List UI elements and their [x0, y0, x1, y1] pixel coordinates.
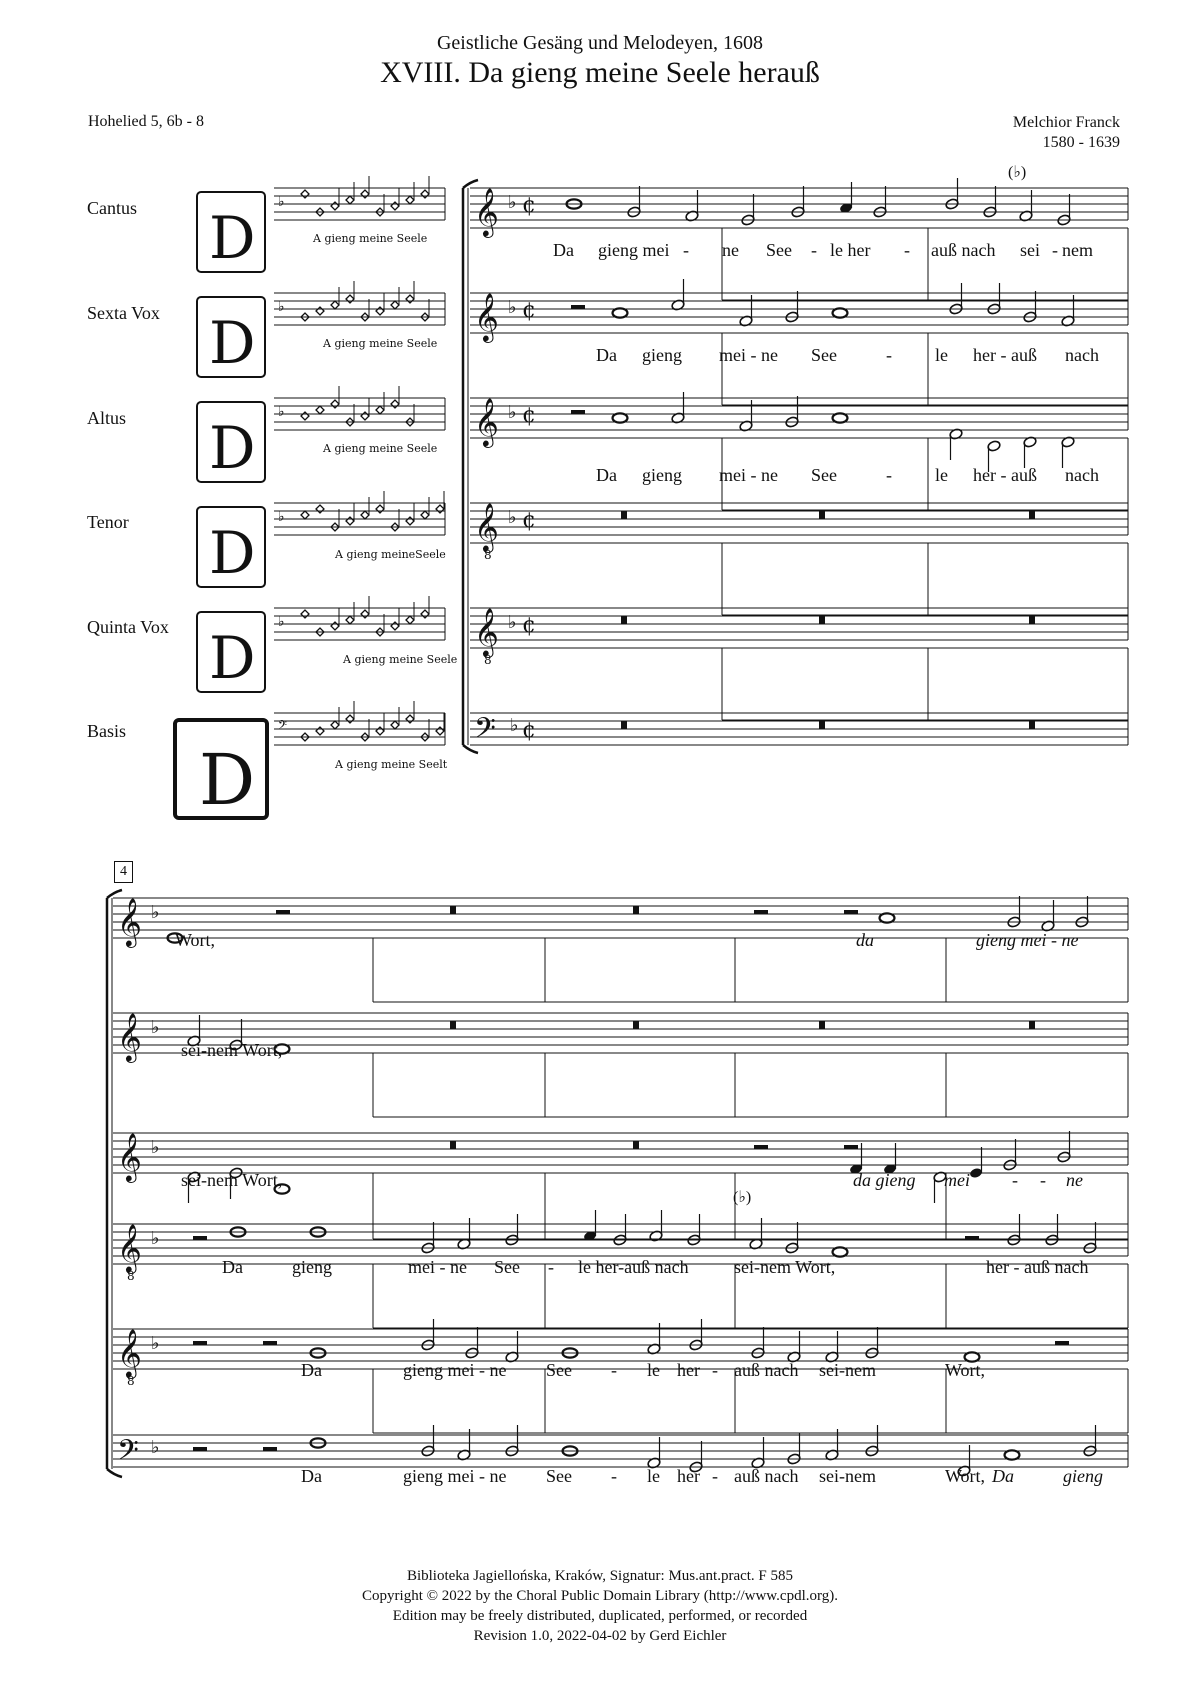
- bass-clef-icon: 𝄢: [474, 712, 496, 752]
- footer-line: Copyright © 2022 by the Choral Public Domain Library (http://www.cpdl.org).: [362, 1588, 838, 1604]
- rest-mark: [193, 1341, 207, 1345]
- flat-icon: ♭: [510, 715, 519, 736]
- composer-dates: 1580 - 1639: [1042, 134, 1120, 151]
- part-name-tenor: Tenor: [87, 512, 129, 532]
- incipit-text-cantus: A gieng meine Seele: [313, 232, 428, 245]
- flat-icon: ♭: [151, 1228, 160, 1249]
- lyric: auß nach: [931, 240, 996, 260]
- lyric: mei - ne: [719, 345, 778, 365]
- ornate-initial-d-icon: D: [209, 204, 256, 272]
- flat-icon: ♭: [508, 612, 517, 633]
- lyric: Da: [596, 465, 617, 485]
- treble-clef-icon: 𝄞: [117, 897, 142, 946]
- lyric: gieng: [292, 1257, 332, 1277]
- lyric: le her: [830, 240, 871, 260]
- incipit-text-basis: A gieng meine Seelt: [335, 758, 448, 771]
- lyric: Da: [301, 1466, 322, 1486]
- incipit-note: [391, 721, 399, 729]
- incipit-note: [391, 400, 399, 408]
- octave-mark: 8: [484, 548, 492, 562]
- lyric: mei - ne: [719, 465, 778, 485]
- rest-mark: [844, 1145, 858, 1149]
- rest-mark: [450, 1141, 456, 1149]
- rest-mark: [819, 511, 825, 519]
- lyric: -: [611, 1360, 617, 1380]
- lyric: -: [1040, 1170, 1046, 1190]
- lyric: gieng mei - ne: [976, 930, 1079, 950]
- lyric: le: [647, 1466, 660, 1486]
- incipit-note: [361, 610, 369, 618]
- part-name-altus: Altus: [87, 408, 127, 428]
- footer: [0, 1566, 1200, 1646]
- incipit-note: [331, 202, 339, 210]
- ficta-mark: (♭): [733, 1189, 752, 1206]
- rest-mark: [754, 910, 768, 914]
- rest-mark: [621, 721, 627, 729]
- lyric: See: [766, 240, 792, 260]
- treble-clef-icon: 𝄞: [474, 502, 499, 551]
- rest-mark: [193, 1236, 207, 1240]
- rest-mark: [633, 1141, 639, 1149]
- flat-icon: ♭: [508, 402, 517, 423]
- octave-mark: 8: [484, 653, 492, 667]
- lyric: -: [886, 345, 892, 365]
- incipit-note: [406, 196, 414, 204]
- rest-mark: [754, 1145, 768, 1149]
- incipit-note: [406, 517, 414, 525]
- rest-mark: [965, 1236, 979, 1240]
- note-head: [833, 308, 848, 317]
- lyric: sei-nem Wort,: [734, 1257, 836, 1277]
- lyric: Wort,: [945, 1360, 986, 1380]
- lyric: sei-nem Wort,: [181, 1170, 283, 1190]
- lyric: le: [935, 345, 948, 365]
- incipit-note: [436, 727, 444, 735]
- incipit-note: [391, 622, 399, 630]
- flat-icon: ♭: [151, 1437, 160, 1458]
- note-head: [613, 308, 628, 317]
- lyric: gieng mei - ne: [403, 1360, 507, 1380]
- cut-time-icon: ¢: [522, 298, 536, 323]
- incipit-note: [406, 715, 414, 723]
- lyric: her - auß: [973, 465, 1037, 485]
- flat-icon: ♭: [151, 902, 160, 923]
- lyric: gieng: [642, 465, 682, 485]
- rest-mark: [819, 1021, 825, 1029]
- rest-mark: [621, 616, 627, 624]
- lyric: sei-nem: [819, 1360, 876, 1380]
- lyric: -: [712, 1466, 718, 1486]
- lyric: her - auß nach: [986, 1257, 1089, 1277]
- rest-mark: [633, 1021, 639, 1029]
- flat-icon: ♭: [508, 297, 517, 318]
- lyric: le: [647, 1360, 660, 1380]
- incipit-clef: ♭: [278, 509, 285, 525]
- incipit-note: [436, 505, 444, 513]
- note-head: [613, 413, 628, 422]
- lyric: Da: [222, 1257, 243, 1277]
- lyric: See: [494, 1257, 520, 1277]
- incipit-note: [331, 721, 339, 729]
- incipit-note: [421, 610, 429, 618]
- lyric: -: [1052, 240, 1058, 260]
- lyric: -: [886, 465, 892, 485]
- cut-time-icon: ¢: [522, 508, 536, 533]
- incipit-note: [301, 412, 309, 420]
- composer-name: Melchior Franck: [1012, 114, 1120, 131]
- flat-icon: ♭: [508, 192, 517, 213]
- lyric: Da: [992, 1466, 1014, 1486]
- incipit-text-tenor: A gieng meineSeele: [335, 548, 446, 561]
- treble-clef-icon: 𝄞: [474, 607, 499, 656]
- lyric: gieng mei - ne: [403, 1466, 507, 1486]
- treble-clef-icon: 𝄞: [117, 1012, 142, 1061]
- incipit-note: [346, 616, 354, 624]
- treble-clef-icon: 𝄞: [474, 292, 499, 341]
- cut-time-icon: ¢: [522, 403, 536, 428]
- rest-mark: [571, 305, 585, 309]
- treble-clef-icon: 𝄞: [474, 187, 499, 236]
- lyric: gieng mei: [598, 240, 670, 260]
- lyric: -: [811, 240, 817, 260]
- piece-title: XVIII. Da gieng meine Seele herauß: [380, 56, 820, 89]
- note-head: [880, 913, 895, 922]
- incipit-note: [316, 727, 324, 735]
- rest-mark: [819, 721, 825, 729]
- cut-time-icon: ¢: [522, 718, 536, 743]
- incipit-note: [376, 406, 384, 414]
- footer-line: Revision 1.0, 2022-04-02 by Gerd Eichler: [473, 1628, 727, 1644]
- rest-mark: [621, 511, 627, 519]
- lyric: -: [712, 1360, 718, 1380]
- incipit-clef: 𝄢: [278, 719, 288, 735]
- incipit-note: [376, 727, 384, 735]
- lyric: gieng: [642, 345, 682, 365]
- rest-mark: [450, 906, 456, 914]
- ornate-initial-d-icon: D: [209, 309, 256, 377]
- lyric: Da: [596, 345, 617, 365]
- ornate-initial-d-icon: D: [209, 519, 256, 587]
- flat-icon: ♭: [151, 1333, 160, 1354]
- lyric: nach: [1065, 345, 1099, 365]
- lyric: her - auß: [973, 345, 1037, 365]
- incipit-note: [421, 190, 429, 198]
- lyric: her: [677, 1466, 700, 1486]
- lyric: le her-auß nach: [578, 1257, 689, 1277]
- rest-mark: [1029, 721, 1035, 729]
- rest-mark: [1029, 616, 1035, 624]
- rest-mark: [1029, 511, 1035, 519]
- lyric: See: [811, 465, 837, 485]
- lyric: sei: [1020, 240, 1040, 260]
- incipit-clef: ♭: [278, 614, 285, 630]
- incipit-clef: ♭: [278, 299, 285, 315]
- incipit-note: [301, 511, 309, 519]
- incipit-note: [406, 616, 414, 624]
- lyric: See: [811, 345, 837, 365]
- lyric: Da: [553, 240, 574, 260]
- incipit-note: [376, 307, 384, 315]
- flat-icon: ♭: [151, 1137, 160, 1158]
- lyric: da gieng: [853, 1170, 916, 1190]
- rest-mark: [1055, 1341, 1069, 1345]
- ornate-initial-d-icon: D: [199, 739, 256, 821]
- treble-clef-icon: 𝄞: [474, 397, 499, 446]
- text-source: Hohelied 5, 6b - 8: [88, 113, 204, 130]
- part-name-cantus: Cantus: [87, 198, 138, 218]
- incipit-note: [361, 511, 369, 519]
- cut-time-icon: ¢: [522, 193, 536, 218]
- rest-mark: [819, 616, 825, 624]
- ficta-mark: (♭): [1008, 164, 1027, 181]
- collection-subtitle: Geistliche Gesäng und Melodeyen, 1608: [436, 32, 764, 54]
- flat-icon: ♭: [151, 1017, 160, 1038]
- incipit-note: [301, 610, 309, 618]
- footer-line: Edition may be freely distributed, duplicated, performed, or recorded: [392, 1608, 808, 1624]
- lyric: Wort,: [175, 930, 216, 950]
- lyric: her: [677, 1360, 700, 1380]
- incipit-note: [346, 715, 354, 723]
- lyric: mei: [944, 1170, 970, 1190]
- note-head: [833, 413, 848, 422]
- incipit-note: [361, 412, 369, 420]
- part-name-quinta-vox: Quinta Vox: [87, 617, 169, 637]
- lyric: auß nach: [734, 1360, 799, 1380]
- lyric: Wort,: [945, 1466, 986, 1486]
- lyric: ne: [722, 240, 739, 260]
- ornate-initial-d-icon: D: [209, 414, 256, 482]
- rest-mark: [276, 910, 290, 914]
- incipit-clef: ♭: [278, 194, 285, 210]
- part-name-basis: Basis: [87, 721, 127, 741]
- lyric: da: [856, 930, 874, 950]
- cut-time-icon: ¢: [522, 613, 536, 638]
- octave-mark: 8: [127, 1374, 135, 1388]
- incipit-note: [376, 505, 384, 513]
- rest-mark: [263, 1447, 277, 1451]
- incipit-note: [316, 406, 324, 414]
- incipit-note: [316, 505, 324, 513]
- lyric: nach: [1065, 465, 1099, 485]
- incipit-text-sexta-vox: A gieng meine Seele: [323, 337, 438, 350]
- footer-line: Biblioteka Jagiellońska, Kraków, Signatur: Mus.ant.pract. F 585: [406, 1568, 794, 1584]
- incipit-note: [301, 190, 309, 198]
- note-head: [833, 1247, 848, 1256]
- lyric: Da: [301, 1360, 322, 1380]
- lyric: le: [935, 465, 948, 485]
- incipit-note: [361, 190, 369, 198]
- rest-mark: [844, 910, 858, 914]
- treble-clef-icon: 𝄞: [117, 1223, 142, 1272]
- lyric: sei-nem: [819, 1466, 876, 1486]
- flat-icon: ♭: [508, 507, 517, 528]
- incipit-note: [421, 511, 429, 519]
- incipit-note: [406, 295, 414, 303]
- measure-number: 4: [114, 861, 133, 883]
- incipit-note: [391, 301, 399, 309]
- incipit-note: [331, 301, 339, 309]
- part-name-sexta-vox: Sexta Vox: [87, 303, 160, 323]
- rest-mark: [571, 410, 585, 414]
- lyric: mei - ne: [408, 1257, 467, 1277]
- lyric: nem: [1062, 240, 1093, 260]
- lyric: -: [611, 1466, 617, 1486]
- treble-clef-icon: 𝄞: [117, 1132, 142, 1181]
- lyric: -: [1012, 1170, 1018, 1190]
- rest-mark: [263, 1341, 277, 1345]
- octave-mark: 8: [127, 1269, 135, 1283]
- incipit-clef: ♭: [278, 404, 285, 420]
- lyric: ne: [1066, 1170, 1083, 1190]
- lyric: sei-nem Wort,: [181, 1040, 283, 1060]
- lyric: auß nach: [734, 1466, 799, 1486]
- rest-mark: [633, 906, 639, 914]
- incipit-text-altus: A gieng meine Seele: [323, 442, 438, 455]
- rest-mark: [1029, 1021, 1035, 1029]
- incipit-text-quinta-vox: A gieng meine Seele: [343, 653, 458, 666]
- incipit-note: [346, 196, 354, 204]
- lyric: -: [904, 240, 910, 260]
- rest-mark: [193, 1447, 207, 1451]
- lyric: -: [548, 1257, 554, 1277]
- note-head: [1005, 1450, 1020, 1459]
- ornate-initial-d-icon: D: [209, 624, 256, 692]
- incipit-note: [331, 622, 339, 630]
- incipit-note: [331, 400, 339, 408]
- lyric: -: [683, 240, 689, 260]
- lyric: See: [546, 1360, 572, 1380]
- bass-clef-icon: 𝄢: [117, 1434, 139, 1474]
- incipit-note: [346, 295, 354, 303]
- rest-mark: [450, 1021, 456, 1029]
- incipit-note: [391, 202, 399, 210]
- incipit-note: [316, 307, 324, 315]
- treble-clef-icon: 𝄞: [117, 1328, 142, 1377]
- lyric: See: [546, 1466, 572, 1486]
- incipit-note: [346, 517, 354, 525]
- lyric: gieng: [1063, 1466, 1103, 1486]
